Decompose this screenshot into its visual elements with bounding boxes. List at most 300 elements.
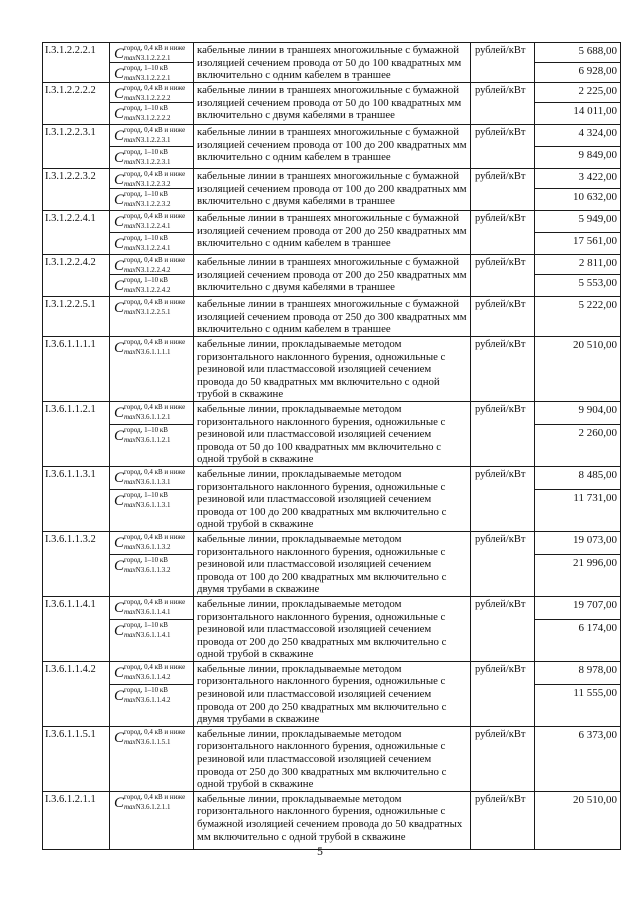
row-code-text: I.3.6.1.1.4.1: [45, 598, 96, 610]
param-sub-code: 3.1.2.2.3.1: [140, 136, 171, 144]
param-subscript: [124, 159, 193, 166]
param-sub-letter: N: [135, 222, 141, 230]
param-sub-prefix: max: [124, 348, 136, 356]
param-formula: [110, 685, 193, 704]
row-unit: [471, 466, 535, 531]
rate-value-text: 8 485,00: [578, 468, 617, 481]
param-cell: [110, 189, 194, 211]
param-superscript: город, 0,4 кВ и ниже: [124, 212, 186, 220]
row-code-text: I.3.1.2.2.2.1: [45, 45, 96, 56]
param-letter: C: [114, 258, 125, 274]
row-code-text: I.3.1.2.2.4.1: [45, 213, 96, 224]
param-sub-letter: N: [135, 477, 141, 486]
param-sub-letter: N: [135, 94, 141, 102]
rate-value-text: 20 510,00: [573, 793, 617, 806]
param-formula: [110, 255, 193, 274]
param-sub-letter: N: [135, 308, 141, 316]
param-sub-code: 3.1.2.2.2.1: [140, 74, 171, 82]
rate-value-text: 2 811,00: [578, 257, 617, 269]
row-description-text: кабельные линии, прокладываемые методом горизонтального наклонного бурения, одножильные с резиновой или пластмассовой изоляцией сечением провода от 200 до 250 квадратных мм включительно с одной трубой в скважине: [197, 597, 447, 661]
param-letter: C: [114, 192, 125, 208]
row-code: [43, 297, 110, 337]
param-letter: C: [114, 428, 125, 445]
param-sub-letter: N: [135, 695, 141, 704]
rate-value: [535, 791, 621, 849]
param-sub-prefix: max: [124, 180, 136, 188]
param-sub-prefix: max: [124, 94, 136, 102]
param-cell: [110, 147, 194, 169]
row-description-text: кабельные линии, прокладываемые методом горизонтального наклонного бурения, одножильные с резиновой или пластмассовой изоляцией сечением провода от 200 до 250 квадратных мм включительно с двумя трубами в скважине: [197, 662, 447, 726]
param-sub-letter: N: [135, 672, 141, 681]
row-description-text: кабельные линии в траншеях многожильные с бумажной изоляцией сечением провода от 200 до 250 квадратных мм включительно с двумя кабелями в траншее: [197, 256, 467, 294]
param-sub-letter: N: [135, 266, 141, 274]
param-sub-letter: N: [135, 158, 141, 166]
rate-value-text: 17 561,00: [573, 235, 617, 247]
row-code: [43, 211, 110, 255]
row-code-text: I.3.1.2.2.5.1: [45, 299, 96, 310]
param-sub-prefix: max: [124, 266, 136, 274]
param-letter: C: [114, 664, 125, 681]
rate-value-text: 10 632,00: [573, 191, 617, 203]
rate-value-text: 5 222,00: [578, 299, 617, 311]
param-letter: C: [114, 534, 125, 551]
param-formula: [110, 555, 193, 574]
param-cell: [110, 63, 194, 83]
row-unit-text: рублей/кВт: [475, 127, 526, 138]
param-letter: C: [114, 557, 125, 574]
row-description-text: кабельные линии, прокладываемые методом горизонтального наклонного бурения, одножильные с бумажной изоляцией сечением провода до 50 квадратных мм включительно с одной трубой в скважине: [197, 792, 463, 843]
param-sub-letter: N: [135, 436, 141, 445]
rate-value: [535, 466, 621, 489]
param-sub-prefix: max: [124, 74, 136, 82]
row-unit-text: рублей/кВт: [475, 257, 526, 268]
param-letter: C: [114, 622, 125, 639]
row-description: [194, 661, 471, 726]
param-letter: C: [114, 340, 125, 356]
param-sub-prefix: max: [124, 630, 136, 639]
param-sub-prefix: max: [124, 542, 136, 551]
table-row: [43, 43, 621, 63]
row-code: [43, 255, 110, 297]
param-sub-prefix: max: [124, 436, 136, 445]
param-sub-prefix: max: [124, 308, 136, 316]
param-cell: [110, 726, 194, 791]
param-subscript: [124, 75, 193, 82]
row-description-text: кабельные линии, прокладываемые методом горизонтального наклонного бурения, одножильные с резиновой или пластмассовой изоляцией сечением провода от 250 до 300 квадратных мм включительно с одной трубой в скважине: [197, 727, 447, 791]
param-cell: [110, 466, 194, 489]
row-unit-text: рублей/кВт: [475, 468, 526, 480]
table-row: [43, 125, 621, 147]
param-formula: [110, 63, 193, 82]
row-unit: [471, 125, 535, 169]
param-sub-code: 3.1.2.2.4.2: [140, 286, 171, 294]
param-superscript: город, 0,4 кВ и ниже: [124, 597, 186, 606]
rate-value-text: 8 978,00: [578, 663, 617, 676]
row-unit: [471, 791, 535, 849]
row-description: [194, 596, 471, 661]
row-code: [43, 791, 110, 849]
param-cell: [110, 684, 194, 726]
param-sub-prefix: max: [124, 222, 136, 230]
rate-value-text: 14 011,00: [573, 105, 617, 117]
row-code: [43, 466, 110, 531]
param-sub-prefix: max: [124, 672, 136, 681]
param-sub-letter: N: [135, 630, 141, 639]
param-letter: C: [114, 405, 125, 421]
row-unit-text: рублей/кВт: [475, 85, 526, 96]
param-letter: C: [114, 86, 125, 102]
row-description: [194, 402, 471, 467]
param-subscript: [124, 544, 193, 551]
row-code: [43, 83, 110, 125]
param-subscript: [124, 95, 193, 102]
param-sub-prefix: max: [124, 244, 136, 252]
row-description: [194, 531, 471, 596]
rate-value-text: 20 510,00: [573, 339, 617, 351]
rate-value: [535, 619, 621, 661]
row-code: [43, 402, 110, 467]
param-cell: [110, 125, 194, 147]
row-code-text: I.3.6.1.2.1.1: [45, 793, 96, 805]
rate-value-text: 5 688,00: [578, 45, 617, 57]
param-sub-prefix: max: [124, 695, 136, 704]
param-subscript: [124, 502, 193, 509]
row-unit-text: рублей/кВт: [475, 598, 526, 610]
param-sub-code: 3.6.1.1.3.2: [140, 565, 171, 574]
row-code: [43, 169, 110, 211]
param-sub-letter: N: [135, 136, 141, 144]
param-formula: [110, 467, 193, 486]
param-superscript: город, 1–10 кВ: [124, 555, 168, 564]
param-sub-prefix: max: [124, 136, 136, 144]
param-sub-code: 3.6.1.1.4.1: [140, 607, 171, 616]
table-row: [43, 402, 621, 425]
rates-document: [42, 42, 620, 850]
param-cell: [110, 554, 194, 596]
param-superscript: город, 0,4 кВ и ниже: [124, 403, 186, 411]
rates-table-body: [43, 43, 621, 850]
param-cell: [110, 169, 194, 189]
param-letter: C: [114, 66, 125, 82]
param-superscript: город, 1–10 кВ: [124, 620, 168, 629]
param-formula: [110, 727, 193, 746]
rate-value: [535, 275, 621, 297]
param-formula: [110, 490, 193, 509]
row-unit: [471, 43, 535, 83]
row-code-text: I.3.6.1.1.2.1: [45, 404, 96, 415]
param-formula: [110, 125, 193, 144]
param-letter: C: [114, 236, 125, 252]
row-code-text: I.3.1.2.2.3.2: [45, 171, 96, 182]
param-sub-code: 3.6.1.1.4.2: [140, 695, 171, 704]
rate-value-text: 6 174,00: [578, 621, 617, 634]
row-code-text: I.3.6.1.1.5.1: [45, 728, 96, 740]
row-code-text: I.3.1.2.2.4.2: [45, 257, 96, 268]
row-unit: [471, 726, 535, 791]
row-description: [194, 337, 471, 402]
param-sub-code: 3.1.2.2.3.2: [140, 180, 171, 188]
row-code: [43, 661, 110, 726]
param-superscript: город, 0,4 кВ и ниже: [124, 662, 186, 671]
param-formula: [110, 597, 193, 616]
table-row: [43, 531, 621, 554]
param-formula: [110, 169, 193, 188]
param-formula: [110, 662, 193, 681]
param-subscript: [124, 674, 193, 681]
param-formula: [110, 532, 193, 551]
rate-value: [535, 125, 621, 147]
row-code: [43, 337, 110, 402]
param-superscript: город, 0,4 кВ и ниже: [124, 256, 186, 264]
param-subscript: [124, 287, 193, 294]
param-sub-letter: N: [135, 114, 141, 122]
param-subscript: [124, 414, 193, 421]
rate-value-text: 19 073,00: [573, 533, 617, 546]
param-sub-letter: N: [135, 200, 141, 208]
param-subscript: [124, 201, 193, 208]
param-sub-code: 3.6.1.1.3.2: [140, 542, 171, 551]
row-unit: [471, 255, 535, 297]
row-description: [194, 169, 471, 211]
param-subscript: [124, 437, 193, 444]
param-formula: [110, 147, 193, 166]
rate-value-text: 19 707,00: [573, 598, 617, 611]
rate-value-text: 11 555,00: [573, 686, 617, 699]
table-row: [43, 211, 621, 233]
param-sub-letter: N: [135, 413, 141, 421]
param-cell: [110, 255, 194, 275]
param-cell: [110, 531, 194, 554]
param-sub-letter: N: [135, 286, 141, 294]
param-letter: C: [114, 172, 125, 188]
param-cell: [110, 661, 194, 684]
row-code: [43, 596, 110, 661]
param-sub-letter: N: [135, 244, 141, 252]
param-formula: [110, 297, 193, 316]
param-superscript: город, 0,4 кВ и ниже: [124, 44, 186, 52]
param-letter: C: [114, 469, 125, 486]
table-row: [43, 791, 621, 849]
rate-value: [535, 402, 621, 425]
table-row: [43, 297, 621, 337]
rate-value: [535, 337, 621, 402]
table-row: [43, 726, 621, 791]
param-formula: [110, 425, 193, 444]
param-superscript: город, 0,4 кВ и ниже: [124, 298, 186, 306]
row-code: [43, 531, 110, 596]
param-sub-code: 3.6.1.1.5.1: [140, 737, 171, 746]
param-letter: C: [114, 729, 125, 746]
row-unit-text: рублей/кВт: [475, 663, 526, 675]
rate-value: [535, 63, 621, 83]
param-sub-prefix: max: [124, 737, 136, 746]
page-number: 5: [317, 846, 323, 858]
row-unit-text: рублей/кВт: [475, 339, 526, 350]
param-sub-letter: N: [135, 737, 141, 746]
param-cell: [110, 211, 194, 233]
row-unit: [471, 531, 535, 596]
rate-value: [535, 43, 621, 63]
row-unit-text: рублей/кВт: [475, 299, 526, 310]
param-formula: [110, 103, 193, 122]
param-sub-code: 3.6.1.1.1.1: [140, 348, 171, 356]
param-sub-code: 3.1.2.2.4.1: [140, 222, 171, 230]
table-row: [43, 596, 621, 619]
param-sub-code: 3.1.2.2.4.2: [140, 266, 171, 274]
rate-value-text: 2 225,00: [578, 85, 617, 97]
rates-table: [42, 42, 621, 850]
param-subscript: [124, 245, 193, 252]
param-formula: [110, 275, 193, 294]
rate-value: [535, 147, 621, 169]
row-description: [194, 466, 471, 531]
param-formula: [110, 83, 193, 102]
param-sub-letter: N: [135, 54, 141, 62]
row-unit: [471, 211, 535, 255]
param-formula: [110, 337, 193, 356]
param-superscript: город, 1–10 кВ: [124, 426, 168, 435]
param-letter: C: [114, 150, 125, 166]
param-sub-prefix: max: [124, 114, 136, 122]
param-sub-letter: N: [135, 565, 141, 574]
param-subscript: [124, 223, 193, 230]
param-sub-prefix: max: [124, 200, 136, 208]
row-description: [194, 83, 471, 125]
rate-value: [535, 169, 621, 189]
param-superscript: город, 0,4 кВ и ниже: [124, 792, 186, 801]
param-sub-prefix: max: [124, 802, 136, 811]
param-sub-prefix: max: [124, 413, 136, 421]
row-description-text: кабельные линии в траншеях многожильные с бумажной изоляцией сечением провода от 100 до 200 квадратных мм включительно с одним кабелем в траншее: [197, 126, 467, 164]
param-formula: [110, 620, 193, 639]
rate-value-text: 6 928,00: [578, 65, 617, 77]
row-description: [194, 297, 471, 337]
row-description-text: кабельные линии в траншеях многожильные с бумажной изоляцией сечением провода от 200 до 250 квадратных мм включительно с одним кабелем в траншее: [197, 212, 467, 250]
row-code-text: I.3.1.2.2.2.2: [45, 85, 96, 96]
param-sub-letter: N: [135, 542, 141, 551]
param-superscript: город, 1–10 кВ: [124, 276, 168, 284]
param-subscript: [124, 697, 193, 704]
param-superscript: город, 0,4 кВ и ниже: [124, 126, 186, 134]
param-letter: C: [114, 214, 125, 230]
param-cell: [110, 596, 194, 619]
row-unit-text: рублей/кВт: [475, 45, 526, 56]
param-cell: [110, 425, 194, 467]
param-subscript: [124, 609, 193, 616]
param-sub-letter: N: [135, 802, 141, 811]
rate-value: [535, 684, 621, 726]
param-sub-prefix: max: [124, 286, 136, 294]
param-superscript: город, 0,4 кВ и ниже: [124, 727, 186, 736]
rate-value: [535, 83, 621, 103]
param-superscript: город, 1–10 кВ: [124, 234, 168, 242]
rate-value: [535, 531, 621, 554]
row-description: [194, 125, 471, 169]
param-sub-letter: N: [135, 348, 141, 356]
param-sub-code: 3.1.2.2.2.2: [140, 114, 171, 122]
rate-value-text: 9 849,00: [578, 149, 617, 161]
table-row: [43, 83, 621, 103]
param-superscript: город, 0,4 кВ и ниже: [124, 170, 186, 178]
row-code-text: I.3.6.1.1.3.2: [45, 533, 96, 545]
param-formula: [110, 792, 193, 811]
row-unit-text: рублей/кВт: [475, 793, 526, 805]
rate-value: [535, 297, 621, 337]
param-cell: [110, 490, 194, 532]
rate-value: [535, 189, 621, 211]
param-subscript: [124, 479, 193, 486]
param-sub-code: 3.6.1.1.4.1: [140, 630, 171, 639]
param-sub-code: 3.6.1.1.3.1: [140, 501, 171, 510]
row-unit: [471, 596, 535, 661]
param-subscript: [124, 804, 193, 811]
param-cell: [110, 791, 194, 849]
param-letter: C: [114, 46, 125, 62]
param-cell: [110, 233, 194, 255]
param-sub-letter: N: [135, 501, 141, 510]
row-description-text: кабельные линии в траншеях многожильные с бумажной изоляцией сечением провода от 250 до 300 квадратных мм включительно с одним кабелем в траншее: [197, 298, 467, 336]
row-unit-text: рублей/кВт: [475, 171, 526, 182]
param-formula: [110, 211, 193, 230]
param-cell: [110, 275, 194, 297]
param-formula: [110, 233, 193, 252]
param-subscript: [124, 309, 193, 316]
param-cell: [110, 83, 194, 103]
param-superscript: город, 1–10 кВ: [124, 190, 168, 198]
param-superscript: город, 1–10 кВ: [124, 148, 168, 156]
table-row: [43, 661, 621, 684]
param-sub-letter: N: [135, 607, 141, 616]
rate-value: [535, 233, 621, 255]
param-cell: [110, 297, 194, 337]
row-description: [194, 255, 471, 297]
rate-value: [535, 211, 621, 233]
row-description-text: кабельные линии, прокладываемые методом горизонтального наклонного бурения, одножильные с резиновой или пластмассовой изоляцией сечением провода до 50 квадратных мм включительно с одной трубой в скважине: [197, 338, 446, 401]
rate-value: [535, 661, 621, 684]
rate-value: [535, 726, 621, 791]
row-description-text: кабельные линии в траншеях многожильные с бумажной изоляцией сечением провода от 50 до 100 квадратных мм включительно с одним кабелем в траншее: [197, 44, 462, 82]
param-formula: [110, 43, 193, 62]
param-subscript: [124, 739, 193, 746]
param-cell: [110, 402, 194, 425]
param-superscript: город, 1–10 кВ: [124, 685, 168, 694]
row-description-text: кабельные линии, прокладываемые методом горизонтального наклонного бурения, одножильные с резиновой или пластмассовой изоляцией сечением провода от 50 до 100 квадратных мм включительно с одной трубой в скважине: [197, 403, 446, 466]
param-sub-code: 3.6.1.1.2.1: [140, 436, 171, 445]
rate-value: [535, 425, 621, 467]
param-letter: C: [114, 493, 125, 510]
param-sub-prefix: max: [124, 158, 136, 166]
row-description: [194, 726, 471, 791]
rate-value: [535, 490, 621, 532]
row-code: [43, 125, 110, 169]
param-subscript: [124, 181, 193, 188]
param-superscript: город, 1–10 кВ: [124, 491, 168, 500]
param-cell: [110, 337, 194, 402]
param-letter: C: [114, 794, 125, 811]
row-code-text: I.3.6.1.1.4.2: [45, 663, 96, 675]
row-code: [43, 726, 110, 791]
table-row: [43, 337, 621, 402]
rate-value-text: 11 731,00: [573, 492, 617, 505]
param-subscript: [124, 115, 193, 122]
rate-value-text: 3 422,00: [578, 171, 617, 183]
rate-value-text: 5 949,00: [578, 213, 617, 225]
param-superscript: город, 1–10 кВ: [124, 104, 168, 112]
param-subscript: [124, 267, 193, 274]
row-description-text: кабельные линии, прокладываемые методом горизонтального наклонного бурения, одножильные с резиновой или пластмассовой изоляцией сечением провода от 100 до 200 квадратных мм включительно с двумя трубами в скважине: [197, 532, 447, 596]
param-letter: C: [114, 106, 125, 122]
rate-value-text: 6 373,00: [578, 728, 617, 741]
